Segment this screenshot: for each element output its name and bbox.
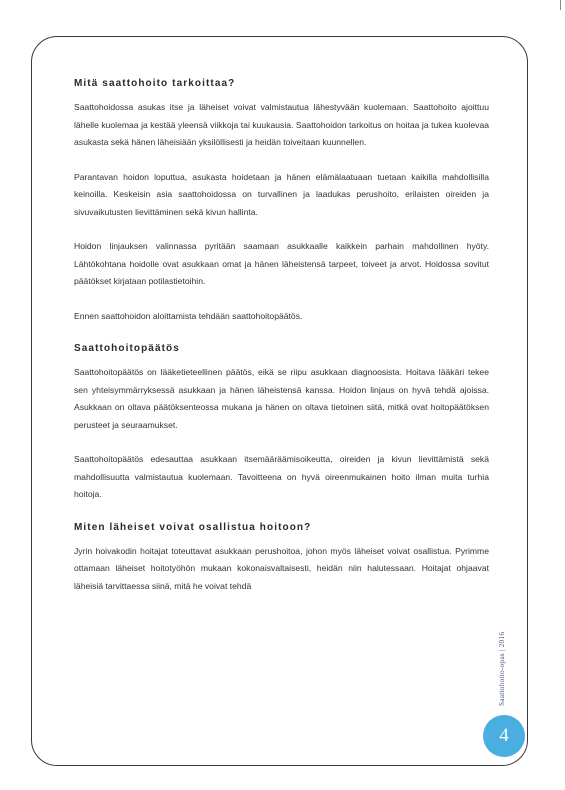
section-heading-saattohoito: Mitä saattohoito tarkoittaa? bbox=[74, 78, 236, 89]
paragraph: Saattohoidossa asukas itse ja läheiset voivat valmistautua lähestyvään kuolemaan. Saattohoito ajoittuu lähelle kuolemaa ja kestää yleensä viikkoja tai kuukausia. Saattohoidon tarkoitus on hoitaa ja tukea kuolevaa asukasta sekä hänen läheisiään yksilöllisesti ja heidän toiveitaan kuunnellen. bbox=[74, 102, 489, 147]
paragraph: Ennen saattohoidon aloittamista tehdään saattohoitopäätös. bbox=[74, 310, 303, 321]
crop-mark bbox=[560, 0, 565, 10]
page-number-badge: 4 bbox=[483, 715, 525, 757]
side-label: Saattohoito-opas | 2016 bbox=[497, 631, 506, 706]
page-content bbox=[74, 78, 489, 595]
section-heading-saattohoitopaatos: Saattohoitopäätös bbox=[74, 343, 180, 354]
paragraph: Parantavan hoidon loputtua, asukasta hoidetaan ja hänen elämälaatuaan tuetaan kaikilla mahdollisilla keinoilla. Keskeisin asia saattohoidossa on turvallinen ja laadukas perushoito, erilaisten oireiden ja sivuvaikutusten lievittäminen sekä kivun hallinta. bbox=[74, 171, 489, 217]
paragraph: Hoidon linjauksen valinnassa pyritään saamaan asukkaalle kaikkein parhain mahdollinen hyöty. Lähtökohtana hoidolle ovat asukkaan omat ja hänen läheistensä tarpeet, toiveet ja arvot. Hoidossa sovitut päätökset kirjataan potilastietoihin. bbox=[74, 241, 489, 286]
section-heading-laheiset: Miten läheiset voivat osallistua hoitoon? bbox=[74, 521, 312, 533]
paragraph: Saattohoitopäätös edesauttaa asukkaan itsemääräämisoikeutta, oireiden ja kivun lievittämistä sekä mahdollisuutta valmistautua kuolemaan. Tavoitteena on hyvä oireenmukainen hoito ilman muita turhia hoitoja. bbox=[74, 454, 489, 499]
paragraph: Saattohoitopäätös on lääketieteellinen päätös, eikä se riipu asukkaan diagnoosista. Hoitava lääkäri tekee sen yhteisymmärryksessä asukkaan ja hänen läheistensä kanssa. Hoidon linjaus on hyvä tehdä ajoissa. Asukkaan on oltava päätöksenteossa mukana ja hänen on oltava tietoinen siitä, mitkä ovat hoitopäätöksen perusteet ja seuraamukset. bbox=[74, 367, 489, 430]
paragraph: Jyrin hoivakodin hoitajat toteuttavat asukkaan perushoitoa, johon myös läheiset voivat osallistua. Pyrimme ottamaan läheiset hoitotyöhön mukaan kokonaisvaltaisesti, heidän niin halutessaan. Hoitajat ohjaavat läheisiä tarvittaessa siinä, mitä he voivat tehdä bbox=[74, 545, 489, 591]
